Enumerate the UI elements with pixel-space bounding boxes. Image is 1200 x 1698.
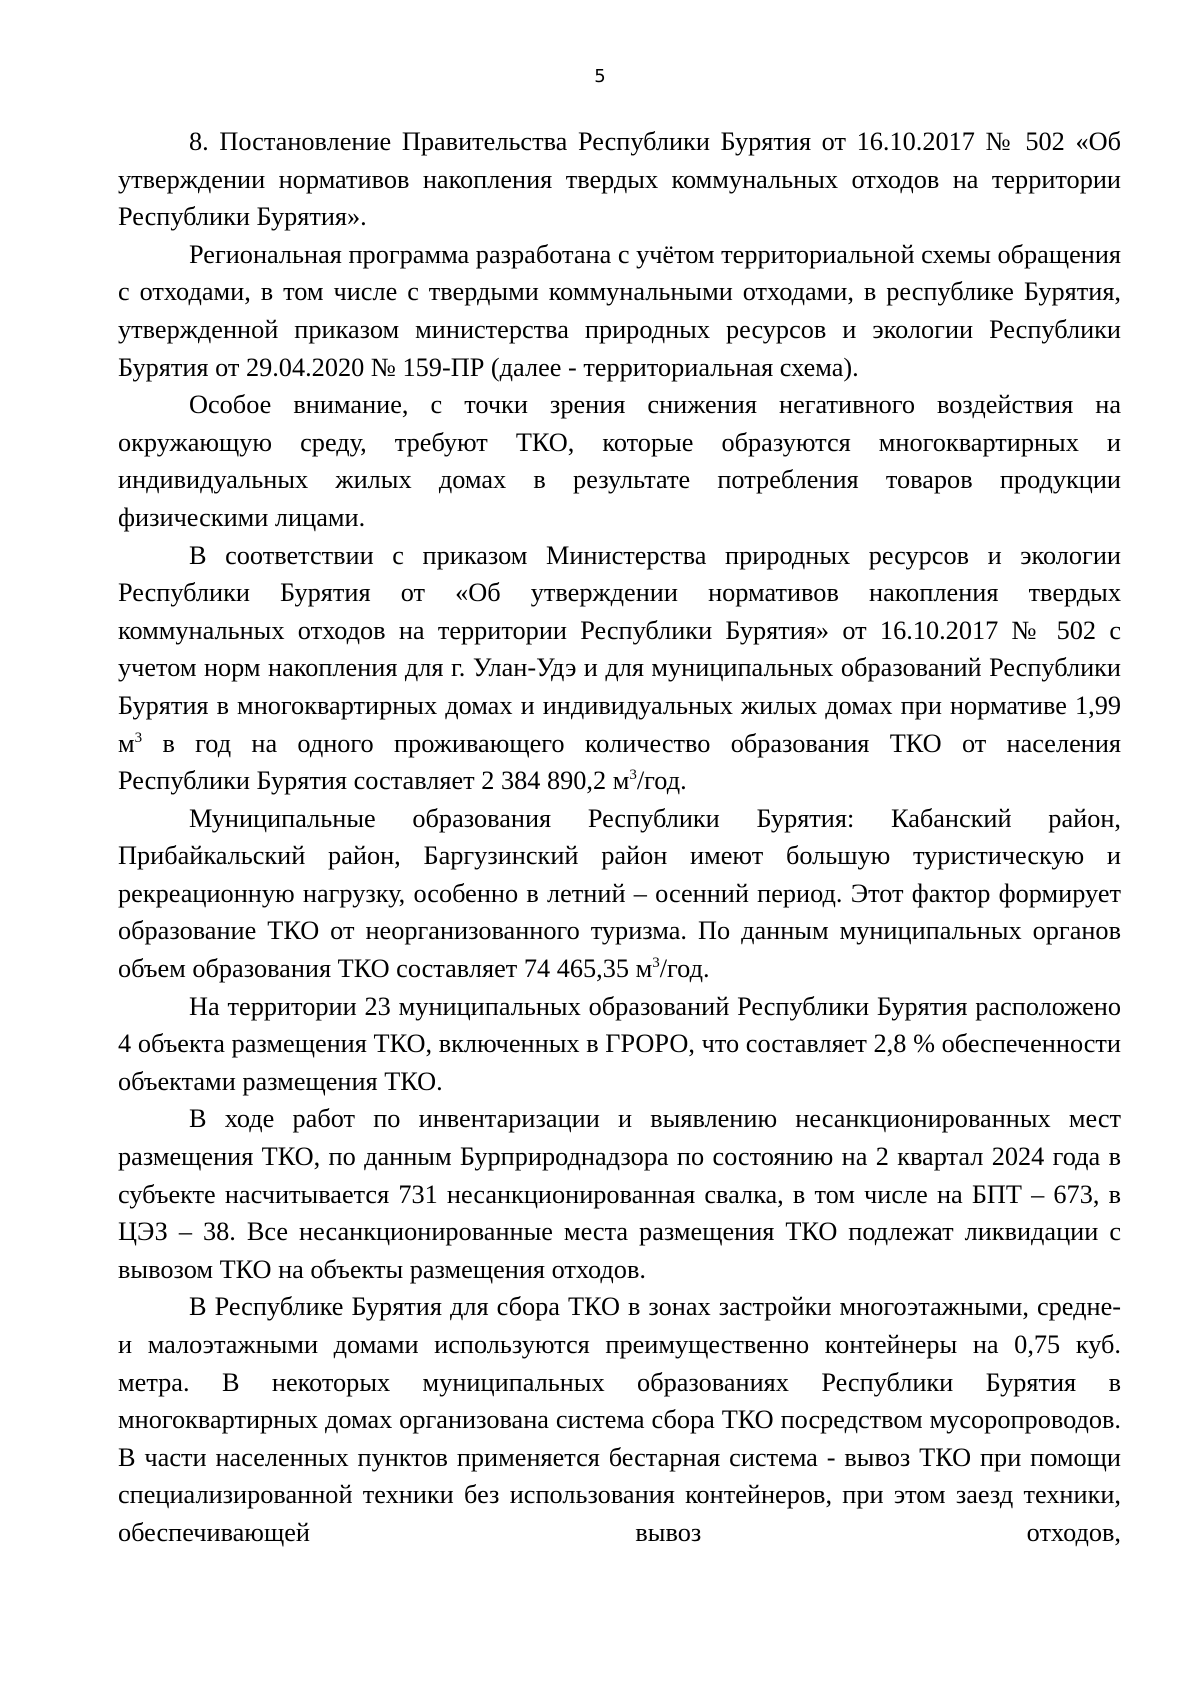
paragraph-disposal-objects: На территории 23 муниципальных образований Республики Бурятия расположено 4 объекта размещения ТКО, включенных в ГРОРО, что составляет 2,8 % обеспеченности объектами размещения ТКО.: [118, 991, 1121, 1096]
superscript-cube: 3: [652, 955, 660, 972]
paragraph-collection-system: В Республике Бурятия для сбора ТКО в зонах застройки многоэтажными, средне- и малоэтажными домами используются преимущественно контейнеры на 0,75 куб. метра. В некоторых муниципальных образованиях Республики Бурятия в многоквартирных домах организована система сбора ТКО посредством мусоропроводов. В части населенных пунктов применяется бестарная система - вывоз ТКО при помощи специализированной техники без использования контейнеров, при этом заезд техники, обеспечивающей вывоз отходов,: [118, 1292, 1121, 1547]
document-body: [118, 123, 1121, 1552]
page-number: 5: [594, 66, 606, 87]
superscript-cube: 3: [134, 729, 143, 746]
paragraph-accumulation-norms: В соответствии с приказом Министерства природных ресурсов и экологии Республики Бурятия от «Об утверждении нормативов накопления твердых коммунальных отходов на территории Республики Бурятия» от 16.10.2017 № 502 с учетом норм накопления для г. Улан-Удэ и для муниципальных образований Республики Бурятия в многоквартирных домах и индивидуальных жилых домах при нормативе 1,99 $м^3$ в год на одного проживающего количество образования ТКО от населения Республики Бурятия составляет 2 384 890,2 $м^3$/год.: [118, 540, 1121, 796]
paragraph-legal-act-8: 8. Постановление Правительства Республики Бурятия от 16.10.2017 № 502 «Об утверждении нормативов накопления твердых коммунальных отходов на территории Республики Бурятия».: [118, 127, 1121, 232]
paragraph-special-attention: Особое внимание, с точки зрения снижения негативного воздействия на окружающую среду, требуют ТКО, которые образуются многоквартирных и индивидуальных жилых домах в результате потребления товаров продукции физическими лицами.: [118, 390, 1121, 532]
superscript-cube: 3: [629, 767, 637, 784]
paragraph-territorial-scheme: Региональная программа разработана с учётом территориальной схемы обращения с отходами, в том числе с твердыми коммунальными отходами, в республике Бурятия, утвержденной приказом министерства природных ресурсов и экологии Республики Бурятия от 29.04.2020 № 159-ПР (далее - территориальная схема).: [118, 239, 1121, 382]
paragraph-tourism-load: Муниципальные образования Республики Бурятия: Кабанский район, Прибайкальский район, Баргузинский район имеют большую туристическую и рекреационную нагрузку, особенно в летний – осенний период. Этот фактор формирует образование ТКО от неорганизованного туризма. По данным муниципальных органов объем образования ТКО составляет 74 465,35 $м^3$/год.: [118, 803, 1121, 984]
paragraph-unauthorized-dumps: В ходе работ по инвентаризации и выявлению несанкционированных мест размещения ТКО, по данным Бурприроднадзора по состоянию на 2 квартал 2024 года в субъекте насчитывается 731 несанкционированная свалка, в том числе на БПТ – 673, в ЦЭЗ – 38. Все несанкционированные места размещения ТКО подлежат ликвидации с вывозом ТКО на объекты размещения отходов.: [118, 1104, 1121, 1284]
